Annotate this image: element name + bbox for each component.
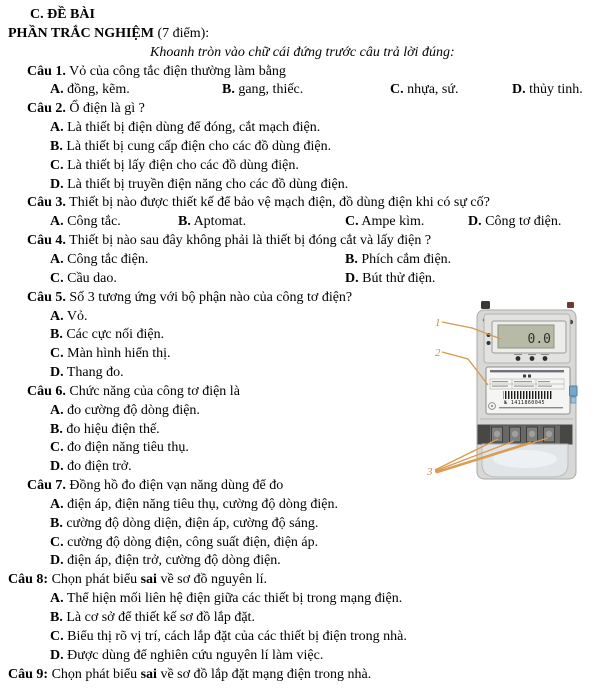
meter-button bbox=[516, 356, 521, 361]
option-text: Phích cắm điện. bbox=[357, 251, 452, 267]
option-text: nhựa, sứ. bbox=[403, 82, 459, 98]
section-heading-text: PHẦN TRẮC NGHIỆM bbox=[8, 25, 154, 41]
indicator-led bbox=[487, 341, 491, 345]
option-key: A. bbox=[50, 496, 64, 512]
question-text: Vỏ của công tắc điện thường làm bằng bbox=[65, 63, 286, 79]
question-text: Thiết bị nào sau đây không phải là thiết bị đóng cắt và lấy điện ? bbox=[65, 233, 432, 249]
option-c bbox=[390, 81, 512, 100]
option-text: cường độ dòng diện, điện áp, cường độ sáng. bbox=[62, 515, 319, 531]
option-b bbox=[0, 609, 605, 628]
option-key: B. bbox=[50, 327, 63, 343]
callout-3-label: 3 bbox=[427, 466, 433, 478]
question-8 bbox=[0, 571, 605, 590]
option-key: C. bbox=[50, 534, 64, 550]
question-label: Câu 9: bbox=[8, 666, 49, 682]
question-text: Số 3 tương ứng với bộ phận nào của công tơ điện? bbox=[65, 289, 353, 305]
question-label: Câu 8: bbox=[8, 572, 49, 588]
option-key: A. bbox=[50, 214, 64, 230]
option-text: Thể hiện mối liên hệ điện giữa các thiết bị trong mạng điện. bbox=[63, 591, 403, 607]
option-text: Là thiết bị điện dùng để đóng, cắt mạch điện. bbox=[63, 120, 321, 136]
section-heading bbox=[0, 25, 605, 44]
option-b bbox=[222, 81, 390, 100]
option-text: Công tắc. bbox=[63, 214, 121, 230]
question-label: Câu 4. bbox=[27, 233, 66, 249]
nameplate-mark bbox=[528, 375, 531, 378]
nameplate-mark bbox=[523, 375, 526, 378]
option-key: A. bbox=[50, 591, 64, 607]
option-b bbox=[0, 138, 605, 157]
option-d bbox=[0, 552, 605, 571]
option-a bbox=[50, 213, 178, 232]
terminal-endcap bbox=[560, 425, 572, 444]
option-text: Công tơ điện. bbox=[481, 214, 562, 230]
option-key: A. bbox=[50, 308, 64, 324]
option-key: C. bbox=[50, 346, 64, 362]
question-4-options-row2 bbox=[0, 270, 605, 289]
option-key: D. bbox=[512, 82, 526, 98]
option-key: C. bbox=[345, 214, 359, 230]
option-c bbox=[0, 157, 605, 176]
option-text: điện áp, điện năng tiêu thụ, cường độ dòng điện. bbox=[63, 496, 338, 512]
stamp-dot bbox=[491, 405, 493, 407]
option-text: Vỏ. bbox=[63, 308, 88, 324]
nameplate-footer-text bbox=[499, 407, 563, 408]
lcd-reading: 0.0 bbox=[527, 332, 551, 347]
button-label-mark bbox=[528, 354, 536, 355]
option-key: C. bbox=[50, 628, 64, 644]
option-text: Các cực nối điện. bbox=[62, 327, 165, 343]
serial-number: № 1411860045 bbox=[504, 400, 545, 406]
electric-meter-figure bbox=[424, 299, 605, 499]
option-text: Aptomat. bbox=[190, 214, 247, 230]
option-key: D. bbox=[345, 270, 359, 286]
option-key: A. bbox=[50, 82, 64, 98]
option-key: A. bbox=[50, 251, 64, 267]
option-a bbox=[0, 119, 605, 138]
question-text: Chọn phát biểu bbox=[48, 666, 141, 682]
question-text: Thiết bị nào được thiết kế để bảo vệ mạch điện, đồ dùng điện khi có sự cố? bbox=[65, 195, 490, 211]
question-label: Câu 6. bbox=[27, 383, 66, 399]
option-text: Là thiết bị lấy điện cho các đồ dùng điện. bbox=[63, 157, 299, 173]
option-c bbox=[50, 270, 345, 289]
option-a bbox=[0, 590, 605, 609]
option-key: B. bbox=[50, 515, 63, 531]
option-b bbox=[178, 213, 345, 232]
spec-text-line bbox=[514, 381, 532, 382]
question-text: Ổ điện là gì ? bbox=[65, 101, 145, 117]
option-key: B. bbox=[50, 610, 63, 625]
question-text: Chức năng của công tơ điện là bbox=[65, 383, 240, 399]
option-b bbox=[0, 515, 605, 534]
doc-title bbox=[0, 6, 605, 25]
option-key: D. bbox=[50, 176, 64, 192]
question-3-options bbox=[0, 213, 605, 232]
option-text: gang, thiếc. bbox=[234, 82, 304, 98]
question-9 bbox=[0, 666, 605, 685]
question-2 bbox=[0, 100, 605, 119]
option-d bbox=[0, 647, 605, 666]
question-1-options bbox=[0, 81, 605, 100]
question-4-options-row1 bbox=[0, 251, 605, 270]
section-heading-suffix: (7 điểm): bbox=[153, 25, 210, 41]
option-c bbox=[345, 213, 468, 232]
option-d bbox=[345, 270, 435, 289]
option-text: thủy tinh. bbox=[525, 82, 583, 98]
option-text: Công tắc điện. bbox=[63, 251, 149, 267]
option-text: Thang đo. bbox=[63, 365, 124, 381]
option-c bbox=[0, 628, 605, 647]
option-text: Được dùng để nghiên cứu nguyên lí làm việc. bbox=[63, 647, 324, 663]
question-text: Chọn phát biểu bbox=[48, 572, 141, 588]
button-label-mark bbox=[541, 354, 549, 355]
instruction-line bbox=[0, 44, 605, 63]
question-1 bbox=[0, 63, 605, 82]
option-text: điện áp, điện trở, cường độ dòng điện. bbox=[63, 553, 281, 569]
option-c bbox=[0, 534, 605, 553]
question-bold-word: sai bbox=[140, 666, 157, 682]
option-text: đồng, kẽm. bbox=[63, 82, 130, 98]
question-label: Câu 1. bbox=[27, 63, 66, 79]
option-key: B. bbox=[345, 251, 358, 267]
spec-text-line bbox=[538, 386, 552, 387]
option-text: Là thiết bị cung cấp điện cho các đồ dùng điện. bbox=[62, 138, 332, 154]
option-a bbox=[50, 251, 345, 270]
doc-title-text: C. ĐỀ BÀI bbox=[30, 7, 95, 22]
meter-side-clip-tab bbox=[571, 397, 576, 403]
option-text: cường độ dòng điện, công suất điện, điện áp. bbox=[63, 534, 319, 550]
option-key: D. bbox=[50, 459, 64, 475]
option-key: A. bbox=[50, 402, 64, 418]
option-text: Là cơ sở để thiết kế sơ đồ lắp đặt. bbox=[62, 610, 255, 625]
meter-button bbox=[530, 356, 535, 361]
option-text: đo điện trở. bbox=[63, 459, 132, 475]
option-text: đo cường độ dòng điện. bbox=[63, 402, 200, 418]
instruction-text: Khoanh tròn vào chữ cái đứng trước câu trả lời đúng: bbox=[150, 44, 455, 60]
callout-2-label: 2 bbox=[435, 347, 441, 359]
meter-top-fixture bbox=[481, 301, 490, 309]
question-label: Câu 7. bbox=[27, 478, 66, 494]
option-key: B. bbox=[222, 82, 235, 98]
callout-1-label: 1 bbox=[435, 317, 441, 329]
option-text: Màn hình hiển thị. bbox=[63, 346, 171, 362]
terminal-endcap bbox=[478, 425, 490, 444]
question-label: Câu 3. bbox=[27, 195, 66, 211]
option-d bbox=[0, 176, 605, 195]
option-key: C. bbox=[390, 82, 404, 98]
option-d bbox=[512, 81, 583, 100]
option-key: B. bbox=[50, 138, 63, 154]
option-key: D. bbox=[50, 647, 64, 663]
spec-text-line bbox=[538, 381, 550, 382]
option-key: C. bbox=[50, 440, 64, 456]
option-d bbox=[468, 213, 561, 232]
option-text: Là thiết bị truyền điện năng cho các đồ dùng điện. bbox=[63, 176, 349, 192]
option-key: D. bbox=[50, 365, 64, 381]
question-text: về sơ đồ lắp đặt mạng điện trong nhà. bbox=[156, 666, 372, 682]
question-4 bbox=[0, 232, 605, 251]
option-text: đo điện năng tiêu thụ. bbox=[63, 440, 189, 456]
option-key: D. bbox=[50, 553, 64, 569]
question-3 bbox=[0, 194, 605, 213]
spec-text-line bbox=[514, 386, 534, 387]
option-key: B. bbox=[178, 214, 191, 230]
option-key: D. bbox=[468, 214, 482, 230]
option-text: Biểu thị rõ vị trí, cách lắp đặt của các thiết bị điện trong nhà. bbox=[63, 628, 407, 644]
question-label: Câu 5. bbox=[27, 289, 66, 305]
option-key: C. bbox=[50, 157, 64, 173]
meter-button bbox=[543, 356, 548, 361]
option-a bbox=[50, 81, 222, 100]
meter-side-clip bbox=[570, 386, 578, 396]
option-key: C. bbox=[50, 270, 64, 286]
barcode bbox=[503, 391, 553, 399]
nameplate-header-text bbox=[490, 370, 564, 372]
electric-meter-image bbox=[424, 299, 605, 499]
option-text: đo hiệu điện thế. bbox=[62, 421, 160, 437]
question-text: Đồng hồ đo điện vạn năng dùng để đo bbox=[65, 478, 284, 494]
option-text: Bút thử điện. bbox=[358, 270, 436, 286]
meter-top-seal bbox=[567, 302, 574, 308]
option-text: Cầu dao. bbox=[63, 270, 117, 286]
question-text: về sơ đồ nguyên lí. bbox=[156, 572, 268, 588]
nameplate bbox=[486, 367, 570, 414]
question-label: Câu 2. bbox=[27, 101, 66, 117]
option-b bbox=[345, 251, 451, 270]
spec-text-line bbox=[492, 381, 508, 382]
option-text: Ampe kìm. bbox=[358, 214, 425, 230]
option-key: A. bbox=[50, 120, 64, 136]
spec-text-line bbox=[492, 386, 508, 387]
button-label-mark bbox=[514, 354, 522, 355]
question-bold-word: sai bbox=[140, 572, 157, 588]
option-key: B. bbox=[50, 421, 63, 437]
